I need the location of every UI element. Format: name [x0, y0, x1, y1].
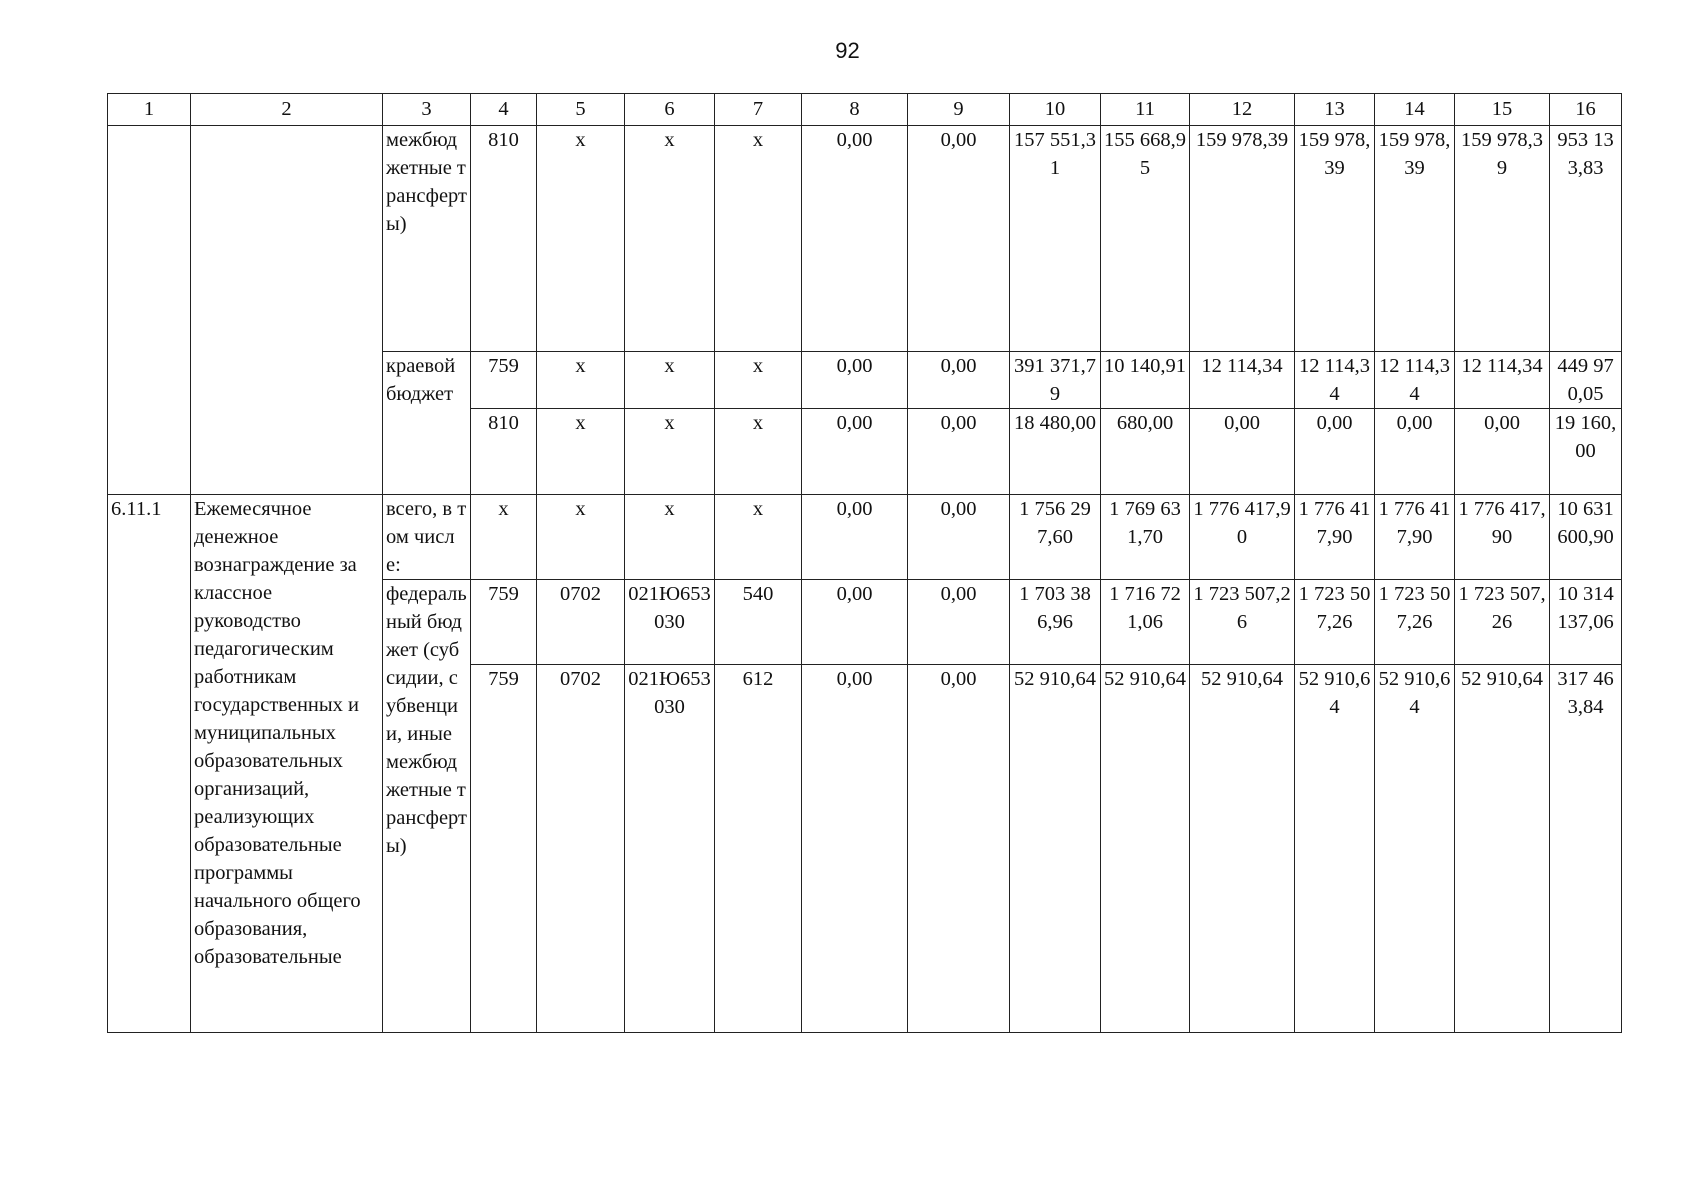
table-cell: 0,00 [908, 126, 1010, 352]
header-cell: 5 [537, 94, 625, 126]
table-cell: x [625, 495, 715, 580]
table-cell: 021Ю653030 [625, 665, 715, 1033]
table-cell: 0,00 [908, 665, 1010, 1033]
header-cell: 16 [1550, 94, 1622, 126]
amount-cell: 0,00 [1455, 409, 1550, 495]
header-cell: 4 [471, 94, 537, 126]
table-cell: 021Ю653030 [625, 580, 715, 665]
header-cell: 2 [191, 94, 383, 126]
table-cell: x [715, 352, 802, 409]
table-row [108, 495, 1622, 580]
funding-source-cell: краевой бюджет [383, 352, 471, 495]
table-cell: 0,00 [908, 580, 1010, 665]
table-cell: x [537, 409, 625, 495]
amount-cell: 12 114,34 [1375, 352, 1455, 409]
table-cell: x [625, 409, 715, 495]
table-cell: 0,00 [908, 495, 1010, 580]
header-cell: 13 [1295, 94, 1375, 126]
header-cell: 12 [1190, 94, 1295, 126]
amount-cell: 52 910,64 [1375, 665, 1455, 1033]
table-cell: 0,00 [802, 665, 908, 1033]
amount-cell: 159 978,39 [1190, 126, 1295, 352]
amount-cell: 52 910,64 [1010, 665, 1101, 1033]
amount-cell: 1 723 507,26 [1295, 580, 1375, 665]
table-cell: 0,00 [802, 495, 908, 580]
funding-source-cell: межбюджетные трансферты) [383, 126, 471, 352]
table-cell: 612 [715, 665, 802, 1033]
header-row [108, 94, 1622, 126]
table-cell: x [715, 495, 802, 580]
table-cell: 759 [471, 352, 537, 409]
amount-cell: 1 776 417,90 [1455, 495, 1550, 580]
header-cell: 8 [802, 94, 908, 126]
amount-cell: 10 314 137,06 [1550, 580, 1622, 665]
amount-cell: 1 769 631,70 [1101, 495, 1190, 580]
table-cell: 0,00 [802, 580, 908, 665]
amount-cell: 680,00 [1101, 409, 1190, 495]
table-cell: 0,00 [908, 352, 1010, 409]
table-cell: 810 [471, 126, 537, 352]
amount-cell: 1 756 297,60 [1010, 495, 1101, 580]
amount-cell: 1 723 507,26 [1455, 580, 1550, 665]
header-cell: 10 [1010, 94, 1101, 126]
header-cell: 7 [715, 94, 802, 126]
table-cell: 759 [471, 580, 537, 665]
amount-cell: 18 480,00 [1010, 409, 1101, 495]
amount-cell: 12 114,34 [1190, 352, 1295, 409]
table-cell: x [625, 352, 715, 409]
table-cell: x [471, 495, 537, 580]
header-cell: 15 [1455, 94, 1550, 126]
amount-cell: 52 910,64 [1295, 665, 1375, 1033]
amount-cell: 52 910,64 [1455, 665, 1550, 1033]
amount-cell: 1 776 417,90 [1295, 495, 1375, 580]
header-cell: 3 [383, 94, 471, 126]
header-cell: 6 [625, 94, 715, 126]
header-cell: 11 [1101, 94, 1190, 126]
amount-cell: 157 551,31 [1010, 126, 1101, 352]
amount-cell: 953 133,83 [1550, 126, 1622, 352]
table-cell: x [537, 495, 625, 580]
amount-cell: 0,00 [1375, 409, 1455, 495]
amount-cell: 159 978,39 [1375, 126, 1455, 352]
amount-cell: 1 716 721,06 [1101, 580, 1190, 665]
budget-table [107, 93, 1622, 1033]
table-cell: 0702 [537, 665, 625, 1033]
table-cell: 0,00 [802, 352, 908, 409]
table-cell: 0702 [537, 580, 625, 665]
amount-cell: 155 668,95 [1101, 126, 1190, 352]
header-cell: 9 [908, 94, 1010, 126]
table-cell: 540 [715, 580, 802, 665]
amount-cell: 52 910,64 [1190, 665, 1295, 1033]
header-cell: 1 [108, 94, 191, 126]
amount-cell: 1 723 507,26 [1190, 580, 1295, 665]
amount-cell: 159 978,39 [1455, 126, 1550, 352]
table-cell: 0,00 [802, 126, 908, 352]
amount-cell: 10 140,91 [1101, 352, 1190, 409]
table-cell: 810 [471, 409, 537, 495]
amount-cell: 52 910,64 [1101, 665, 1190, 1033]
table-cell: x [625, 126, 715, 352]
table-row [108, 126, 1622, 352]
amount-cell: 1 723 507,26 [1375, 580, 1455, 665]
amount-cell: 1 776 417,90 [1375, 495, 1455, 580]
amount-cell: 449 970,05 [1550, 352, 1622, 409]
item-description-cell: Ежемесячное денежное вознаграждение за классное руководство педагогическим работникам государственных и муниципальных образовательных организаций, реализующих образовательные программы начального общего образования, образовательные [191, 495, 383, 1033]
amount-cell: 12 114,34 [1455, 352, 1550, 409]
page-number: 92 [835, 38, 860, 63]
table-cell: 0,00 [802, 409, 908, 495]
funding-source-cell: всего, в том числе: [383, 495, 471, 580]
amount-cell: 12 114,34 [1295, 352, 1375, 409]
amount-cell: 1 776 417,90 [1190, 495, 1295, 580]
funding-source-cell: федеральный бюджет (субсидии, субвенции, иные межбюджетные трансферты) [383, 580, 471, 1033]
table-cell: x [715, 126, 802, 352]
table-cell [108, 126, 191, 495]
amount-cell: 317 463,84 [1550, 665, 1622, 1033]
amount-cell: 0,00 [1190, 409, 1295, 495]
amount-cell: 1 703 386,96 [1010, 580, 1101, 665]
amount-cell: 19 160,00 [1550, 409, 1622, 495]
amount-cell: 159 978,39 [1295, 126, 1375, 352]
table-cell [191, 126, 383, 495]
table-cell: x [537, 352, 625, 409]
table-cell: x [715, 409, 802, 495]
header-cell: 14 [1375, 94, 1455, 126]
amount-cell: 391 371,79 [1010, 352, 1101, 409]
amount-cell: 0,00 [1295, 409, 1375, 495]
item-number-cell: 6.11.1 [108, 495, 191, 1033]
table-cell: 0,00 [908, 409, 1010, 495]
table-cell: x [537, 126, 625, 352]
table-cell: 759 [471, 665, 537, 1033]
amount-cell: 10 631 600,90 [1550, 495, 1622, 580]
